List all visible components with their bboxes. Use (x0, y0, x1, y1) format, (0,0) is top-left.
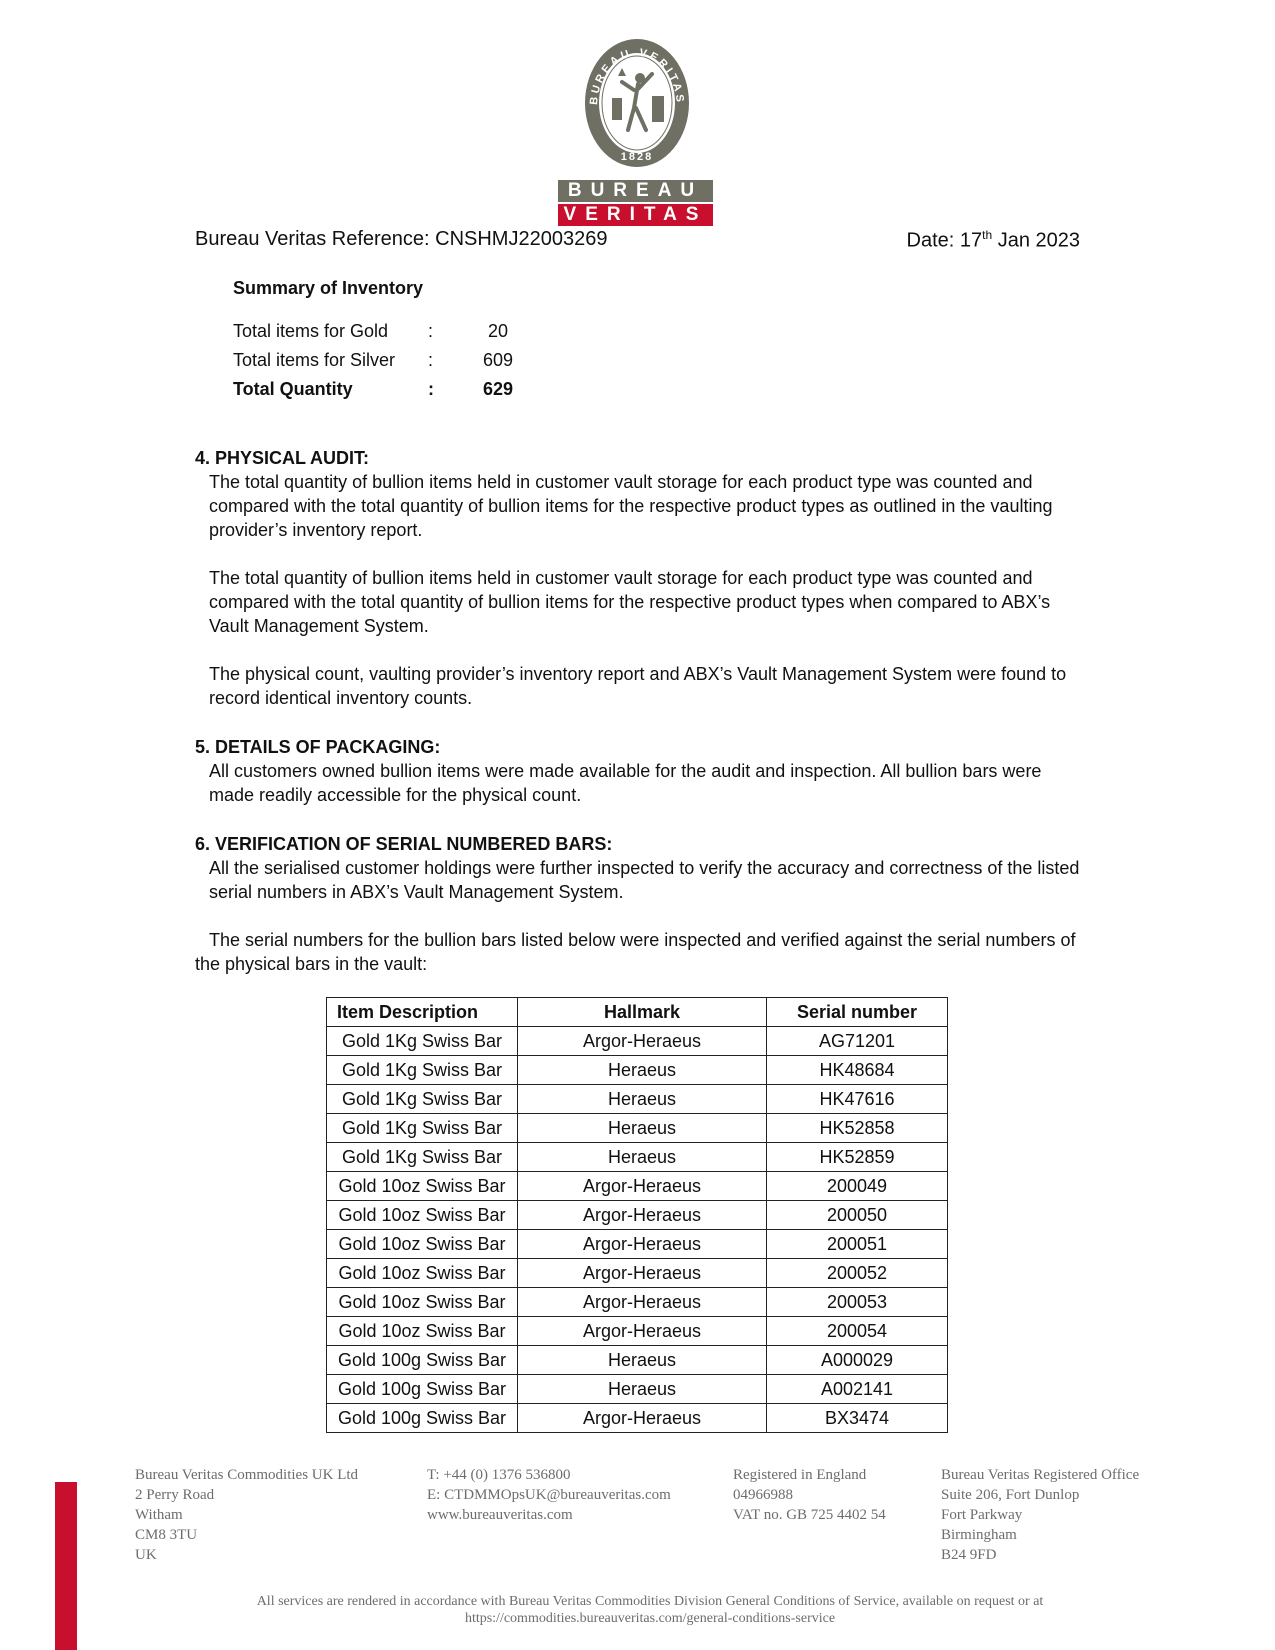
section-packaging (195, 735, 1085, 831)
item-description-cell: Gold 10oz Swiss Bar (327, 1288, 518, 1317)
hallmark-cell: Heraeus (518, 1143, 767, 1172)
item-description-cell: Gold 1Kg Swiss Bar (327, 1085, 518, 1114)
hallmark-cell: Heraeus (518, 1114, 767, 1143)
footer-registration (733, 1465, 886, 1525)
table-row (327, 1201, 948, 1230)
footer-line: B24 9FD (941, 1547, 997, 1563)
table-row (327, 1056, 948, 1085)
hallmark-cell: Argor-Heraeus (518, 1201, 767, 1230)
seal-icon (582, 38, 692, 173)
item-description-cell: Gold 100g Swiss Bar (327, 1375, 518, 1404)
summary-title: Summary of Inventory (233, 278, 424, 298)
fineprint-line: All services are rendered in accordance with Bureau Veritas Commodities Division General Conditions of Service, available on request or at (256, 1594, 1044, 1609)
report-date: Date: 17th Jan 2023 (906, 228, 1080, 252)
serial-number-cell: BX3474 (767, 1404, 948, 1433)
logo-word-veritas: VERITAS (558, 204, 713, 226)
column-header: Serial number (767, 998, 948, 1027)
footer-line: Witham (135, 1507, 183, 1523)
serial-number-cell: 200053 (767, 1288, 948, 1317)
logo-word-bureau: BUREAU (558, 180, 713, 202)
footer-contact (427, 1465, 671, 1525)
serial-number-cell: HK48684 (767, 1056, 948, 1085)
item-description-cell: Gold 10oz Swiss Bar (327, 1259, 518, 1288)
bureau-veritas-logo (558, 38, 716, 225)
hallmark-cell: Argor-Heraeus (518, 1404, 767, 1433)
table-row (327, 1085, 948, 1114)
hallmark-cell: Heraeus (518, 1346, 767, 1375)
summary-row-total: Total Quantity : 629 (233, 379, 514, 399)
footer-registered-office (941, 1465, 1139, 1565)
serial-number-cell: AG71201 (767, 1027, 948, 1056)
paragraph: The serial numbers for the bullion bars listed below were inspected and verified against the serial numbers of the physical bars in the vault: (195, 930, 1076, 974)
item-description-cell: Gold 10oz Swiss Bar (327, 1172, 518, 1201)
serial-number-cell: 200049 (767, 1172, 948, 1201)
hallmark-cell: Heraeus (518, 1375, 767, 1404)
svg-text:1828: 1828 (620, 151, 654, 163)
serial-number-cell: HK47616 (767, 1085, 948, 1114)
hallmark-cell: Argor-Heraeus (518, 1259, 767, 1288)
serial-number-cell: 200054 (767, 1317, 948, 1346)
hallmark-cell: Heraeus (518, 1056, 767, 1085)
item-description-cell: Gold 1Kg Swiss Bar (327, 1056, 518, 1085)
table-row (327, 1404, 948, 1433)
footer-line: Suite 206, Fort Dunlop (941, 1487, 1080, 1503)
table-row (327, 1172, 948, 1201)
item-description-cell: Gold 1Kg Swiss Bar (327, 1027, 518, 1056)
summary-row-gold: Total items for Gold : 20 (233, 321, 509, 341)
hallmark-cell: Heraeus (518, 1085, 767, 1114)
footer-line: Birmingham (941, 1527, 1017, 1543)
table-row (327, 1230, 948, 1259)
conditions-fineprint (150, 1593, 1150, 1627)
item-description-cell: Gold 100g Swiss Bar (327, 1346, 518, 1375)
paragraph: All the serialised customer holdings were further inspected to verify the accuracy and correctness of the listed serial numbers in ABX’s Vault Management System. (209, 858, 1080, 902)
summary-row-silver: Total items for Silver : 609 (233, 350, 514, 370)
table-header-row (327, 998, 948, 1027)
reference-number: Bureau Veritas Reference: CNSHMJ22003269 (195, 228, 608, 250)
table-row (327, 1259, 948, 1288)
hallmark-cell: Argor-Heraeus (518, 1317, 767, 1346)
paragraph: The physical count, vaulting provider’s inventory report and ABX’s Vault Management System were found to record identical inventory counts. (209, 664, 1067, 708)
section-heading: 4. PHYSICAL AUDIT: (195, 448, 370, 468)
serial-number-cell: 200051 (767, 1230, 948, 1259)
table-row (327, 1346, 948, 1375)
serial-number-cell: A000029 (767, 1346, 948, 1375)
table-row (327, 1027, 948, 1056)
table-row (327, 1143, 948, 1172)
footer-line: Registered in England (733, 1467, 867, 1483)
table-row (327, 1317, 948, 1346)
section-heading: 5. DETAILS OF PACKAGING: (195, 737, 441, 757)
serial-number-cell: HK52859 (767, 1143, 948, 1172)
paragraph: All customers owned bullion items were made available for the audit and inspection. All bullion bars were made readily accessible for the physical count. (209, 761, 1042, 805)
footer-line: T: +44 (0) 1376 536800 (427, 1467, 571, 1483)
table-row (327, 1375, 948, 1404)
serial-number-cell: 200050 (767, 1201, 948, 1230)
hallmark-cell: Argor-Heraeus (518, 1172, 767, 1201)
svg-text:BUREAU VERITAS: BUREAU VERITAS (587, 46, 687, 106)
footer-line: Bureau Veritas Registered Office (941, 1467, 1140, 1483)
item-description-cell: Gold 10oz Swiss Bar (327, 1201, 518, 1230)
footer-line: www.bureauveritas.com (427, 1507, 573, 1523)
footer-line: E: CTDMMOpsUK@bureauveritas.com (427, 1487, 671, 1503)
serial-number-cell: 200052 (767, 1259, 948, 1288)
section-heading: 6. VERIFICATION OF SERIAL NUMBERED BARS: (195, 834, 613, 854)
footer-line: Bureau Veritas Commodities UK Ltd (135, 1467, 359, 1483)
footer-company-address (135, 1465, 358, 1565)
item-description-cell: Gold 10oz Swiss Bar (327, 1317, 518, 1346)
reference-line (195, 228, 1080, 253)
section-verification (195, 832, 1085, 1000)
table-row (327, 1288, 948, 1317)
footer-line: VAT no. GB 725 4402 54 (733, 1507, 886, 1523)
paragraph: The total quantity of bullion items held in customer vault storage for each product type was counted and compared with the total quantity of bullion items for the respective product types as outlined in the vaulting provider’s inventory report. (209, 472, 1053, 540)
footer-line: 04966988 (733, 1487, 793, 1503)
footer-line: 2 Perry Road (135, 1487, 215, 1503)
footer-line: Fort Parkway (941, 1507, 1023, 1523)
hallmark-cell: Argor-Heraeus (518, 1230, 767, 1259)
serial-bars-table (326, 997, 948, 1433)
footer-line: CM8 3TU (135, 1527, 198, 1543)
column-header: Item Description (327, 998, 518, 1027)
item-description-cell: Gold 10oz Swiss Bar (327, 1230, 518, 1259)
serial-number-cell: HK52858 (767, 1114, 948, 1143)
hallmark-cell: Argor-Heraeus (518, 1288, 767, 1317)
footer-line: UK (135, 1547, 157, 1563)
section-physical-audit (195, 446, 1085, 734)
column-header: Hallmark (518, 998, 767, 1027)
brand-red-bar (55, 1482, 77, 1650)
fineprint-url: https://commodities.bureauveritas.com/general-conditions-service (464, 1611, 836, 1626)
item-description-cell: Gold 100g Swiss Bar (327, 1404, 518, 1433)
serial-number-cell: A002141 (767, 1375, 948, 1404)
paragraph: The total quantity of bullion items held in customer vault storage for each product type was counted and compared with the total quantity of bullion items for the respective product types when compared to ABX’s Vault Management System. (209, 568, 1051, 636)
item-description-cell: Gold 1Kg Swiss Bar (327, 1143, 518, 1172)
hallmark-cell: Argor-Heraeus (518, 1027, 767, 1056)
item-description-cell: Gold 1Kg Swiss Bar (327, 1114, 518, 1143)
table-row (327, 1114, 948, 1143)
inventory-summary (233, 278, 538, 404)
